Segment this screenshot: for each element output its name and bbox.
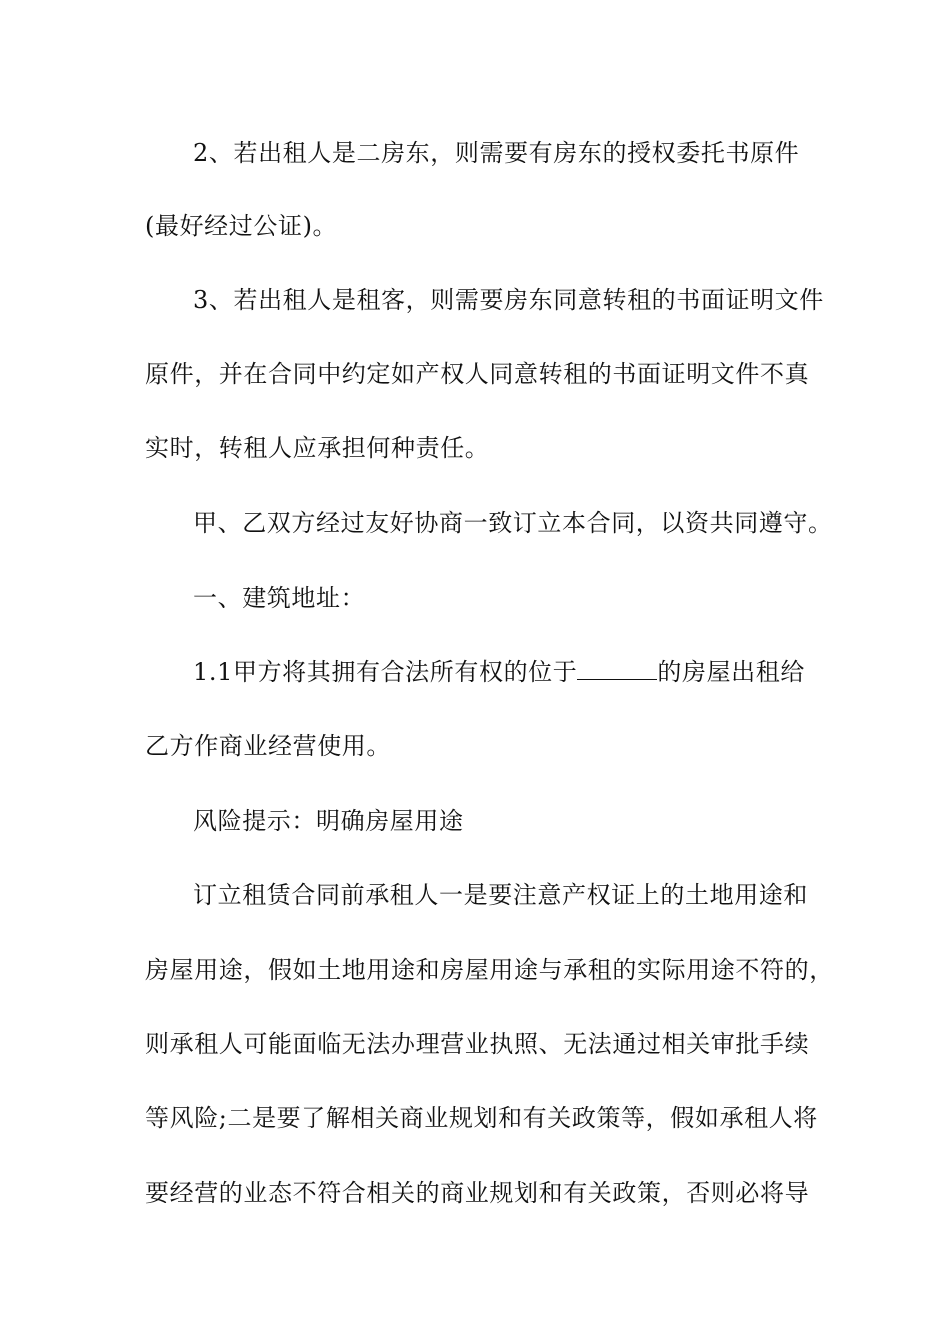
paragraph-line: 实时，转租人应承担何种责任。 bbox=[145, 434, 490, 462]
paragraph-line: 2、若出租人是二房东，则需要有房东的授权委托书原件 bbox=[193, 139, 800, 167]
risk-tip-heading: 风险提示：明确房屋用途 bbox=[193, 807, 464, 835]
paragraph-line: 要经营的业态不符合相关的商业规划和有关政策，否则必将导 bbox=[145, 1179, 810, 1207]
paragraph-line: 3、若出租人是租客，则需要房东同意转租的书面证明文件 bbox=[193, 286, 824, 314]
address-blank bbox=[577, 657, 657, 680]
paragraph-line: (最好经过公证)。 bbox=[145, 212, 338, 240]
paragraph-line: 甲、乙双方经过友好协商一致订立本合同，以资共同遵守。 bbox=[193, 509, 833, 537]
paragraph-line: 原件，并在合同中约定如产权人同意转租的书面证明文件不真 bbox=[145, 360, 810, 388]
paragraph-line: 乙方作商业经营使用。 bbox=[145, 732, 391, 760]
paragraph-line: 则承租人可能面临无法办理营业执照、无法通过相关审批手续 bbox=[145, 1030, 810, 1058]
paragraph-line: 房屋用途，假如土地用途和房屋用途与承租的实际用途不符的， bbox=[145, 956, 834, 984]
clause-text-end: 的房屋出租给 bbox=[657, 658, 805, 686]
clause-text-start: 1.1甲方将其拥有合法所有权的位于 bbox=[193, 658, 578, 686]
paragraph-line-with-blank bbox=[193, 657, 805, 687]
paragraph-line: 订立租赁合同前承租人一是要注意产权证上的土地用途和 bbox=[193, 881, 808, 909]
paragraph-line: 等风险;二是要了解相关商业规划和有关政策等，假如承租人将 bbox=[145, 1104, 818, 1132]
section-heading: 一、建筑地址： bbox=[193, 584, 366, 612]
